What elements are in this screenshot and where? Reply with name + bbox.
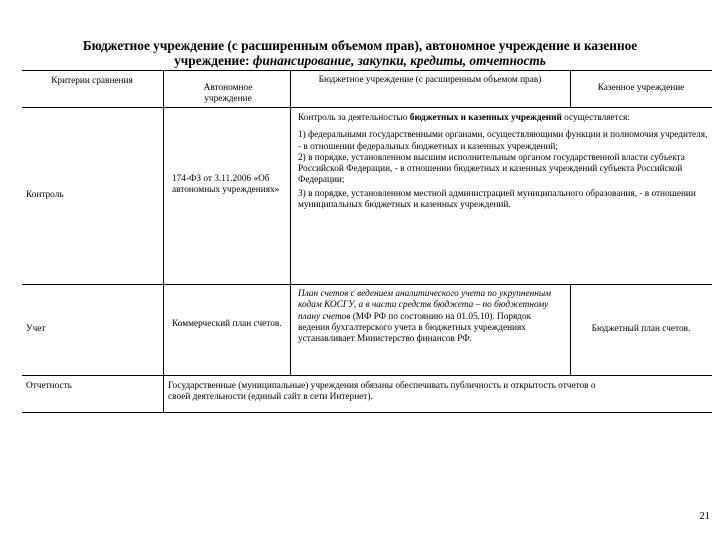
row-label-accounting: Учет [26,324,46,334]
header-budget: Бюджетное учреждение (с расширенным объемом прав) [318,75,542,85]
control-budget-item-3: 3) в порядке, установленном местной администрацией муниципального образования, - в отношении муниципальных бюджетных и казенных учреждений. [298,188,696,211]
table-top-border [22,70,712,71]
reporting-merged-text: Государственные (муниципальные) учреждения обязаны обеспечивать публичность и открытость отчетов о своей деятельности (единый сайт в сети Интернет). [168,381,596,403]
column-divider-1 [163,70,164,412]
table-bottom-border [22,412,712,413]
title-line-2-italic: финансирование, закупки, кредиты, отчетность [252,53,546,68]
header-autonomous: Автономное учреждение [203,83,253,105]
row-label-control: Контроль [26,190,64,200]
header-bottom-border [22,107,712,108]
header-criteria: Критерии сравнения [51,76,133,86]
accounting-autonomous: Коммерческий план счетов. [172,319,282,329]
column-divider-3 [570,70,571,107]
control-autonomous-law: 174-ФЗ от 3.11.2006 «Об автономных учреждениях» [172,174,280,196]
control-budget-item-1: 1) федеральными государственными органами, осуществляющими функции и полномочия учредителя, - в отношении федеральных бюджетных и казенных учреждений; [298,130,708,152]
control-intro-bold: бюджетных и казенных учреждений [409,113,562,123]
column-divider-3-accounting [570,284,571,375]
header-state: Казенное учреждение [597,83,685,93]
title-line-2-prefix: учреждение: [174,53,253,68]
control-row-bottom-border [22,284,712,285]
control-intro-end: осуществляется: [561,113,630,123]
accounting-row-bottom-border [22,375,712,376]
page-number: 21 [699,511,710,522]
accounting-state: Бюджетный план счетов. [591,324,691,334]
title-line-2 [10,53,710,68]
control-budget-text [298,113,708,211]
row-label-reporting: Отчетность [26,381,72,391]
accounting-budget-rest: (МФ РФ по состоянию на 01.05.10). Порядок ведения бухгалтерского учета в бюджетных учреждениях устанавливает Министерство финансов РФ. [298,311,532,345]
column-divider-2 [290,70,291,375]
accounting-budget-text [298,289,560,345]
control-budget-intro [298,113,708,124]
title-line-1: Бюджетное учреждение (с расширенным объемом прав), автономное учреждение и казенное [82,38,638,53]
slide-title [10,38,710,68]
control-budget-item-2: 2) в порядке, установленном высшим исполнительным органом государственной власти субъекта Российской Федерации, - в отношении бюджетных и казенных учреждений субъекта Российской Федерации; [298,152,685,186]
control-intro-text: Контроль за деятельностью [298,113,410,123]
accounting-budget-italic: План счетов с ведением аналитического учета по укрупненным кодам КОСГУ, а в части средств бюджета – по бюджетному плану счетов [298,289,552,322]
